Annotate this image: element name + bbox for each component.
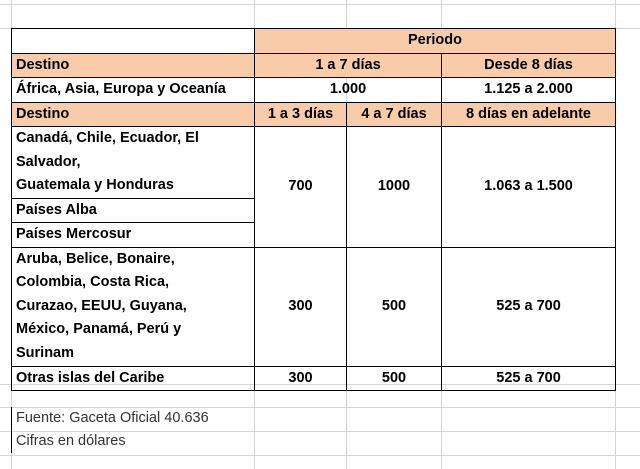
table-row [12, 407, 258, 430]
destination-line: Curazao, EEUU, Guyana, [16, 297, 187, 314]
value-cell[interactable]: 525 a 700 [442, 247, 616, 366]
value-cell[interactable]: 500 [347, 366, 442, 391]
tariff-table [11, 28, 616, 391]
period-1-3-header[interactable]: 1 a 3 días [255, 102, 347, 127]
destination-cell[interactable]: Países Alba [12, 198, 255, 223]
value-cell[interactable]: 700 [255, 127, 347, 248]
table-row [12, 430, 258, 453]
value-cell[interactable]: 500 [347, 247, 442, 366]
destination-line: Salvador, [16, 153, 81, 170]
destination-line: Aruba, Belice, Bonaire, [16, 250, 175, 267]
notes-table [11, 407, 257, 453]
destination-line: Canadá, Chile, Ecuador, El [16, 130, 199, 146]
destination-line: México, Panamá, Perú y [16, 321, 182, 338]
table-row [12, 247, 616, 366]
table-row [12, 29, 616, 54]
destination-cell[interactable]: Países Mercosur [12, 223, 255, 248]
destination-cell[interactable] [12, 127, 255, 199]
value-cell[interactable]: 1000 [347, 127, 442, 248]
value-cell[interactable]: 1.125 a 2.000 [442, 78, 616, 103]
gridline [0, 4, 640, 5]
gridline [0, 455, 640, 456]
value-cell[interactable]: 300 [255, 366, 347, 391]
value-cell[interactable]: 300 [255, 247, 347, 366]
period-4-7-header[interactable]: 4 a 7 días [347, 102, 442, 127]
destination-line: Guatemala y Honduras [16, 177, 174, 193]
value-cell[interactable]: 525 a 700 [442, 366, 616, 391]
source-note[interactable]: Fuente: Gaceta Oficial 40.636 [12, 407, 258, 430]
destination-line: Colombia, Costa Rica, [16, 274, 170, 291]
period-8-plus-header[interactable]: 8 días en adelante [442, 102, 616, 127]
destination-cell[interactable] [12, 247, 255, 366]
currency-note[interactable]: Cifras en dólares [12, 430, 258, 453]
table-row [12, 78, 616, 103]
table-row [12, 127, 616, 199]
empty-cell[interactable] [12, 29, 255, 54]
period-8-plus-header[interactable]: Desde 8 días [442, 53, 616, 78]
destination-line: Surinam [16, 344, 75, 361]
destination-cell[interactable]: Otras islas del Caribe [12, 366, 255, 391]
destination-cell[interactable]: África, Asia, Europa y Oceanía [12, 78, 255, 103]
periodo-header[interactable]: Periodo [255, 29, 616, 54]
destino-header[interactable]: Destino [12, 102, 255, 127]
value-cell[interactable]: 1.063 a 1.500 [442, 127, 616, 248]
period-1-7-header[interactable]: 1 a 7 días [255, 53, 442, 78]
value-cell[interactable]: 1.000 [255, 78, 442, 103]
table-row [12, 53, 616, 78]
table-row [12, 366, 616, 391]
table-row [12, 102, 616, 127]
destino-header[interactable]: Destino [12, 53, 255, 78]
